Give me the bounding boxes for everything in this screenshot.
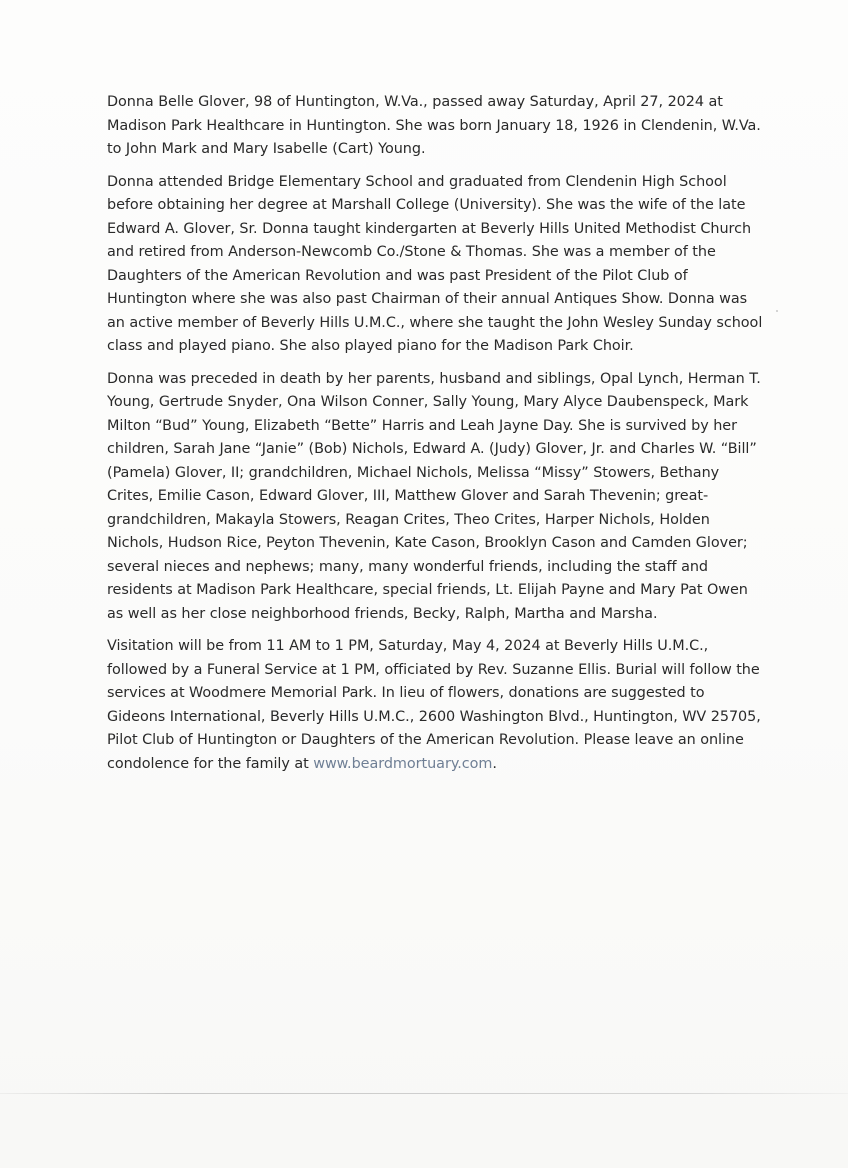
paragraph-biography: Donna Belle Glover, 98 of Huntington, W.Va., passed away Saturday, April 27, 2024 at Madison Park Healthcare in Huntington. She was born January 18, 1926 in Clendenin, W.Va. to John Mark and Mary Isabelle (Cart) Young.	[107, 94, 761, 157]
mortuary-link[interactable]: www.beardmortuary.com	[313, 755, 493, 772]
scan-fold-line	[0, 1093, 848, 1094]
scan-speck	[776, 310, 778, 312]
obituary-text	[107, 91, 767, 785]
paragraph-life: Donna attended Bridge Elementary School and graduated from Clendenin High School before obtaining her degree at Marshall College (University). She was the wife of the late Edward A. Glover, Sr. Donna taught kindergarten at Beverly Hills United Methodist Church and retired from Anderson-Newcomb Co./Stone & Thomas. She was a member of the Daughters of the American Revolution and was past President of the Pilot Club of Huntington where she was also past Chairman of their annual Antiques Show. Donna was an active member of Beverly Hills U.M.C., where she taught the John Wesley Sunday school class and played piano. She also played piano for the Madison Park Choir.	[107, 173, 763, 354]
services-period: .	[492, 755, 497, 772]
services-text: Visitation will be from 11 AM to 1 PM, Saturday, May 4, 2024 at Beverly Hills U.M.C., followed by a Funeral Service at 1 PM, officiated by Rev. Suzanne Ellis. Burial will follow the services at Woodmere Memorial Park. In lieu of flowers, donations are suggested to Gideons International, Beverly Hills U.M.C., 2600 Washington Blvd., Huntington, WV 25705, Pilot Club of Huntington or Daughters of the American Revolution. Please leave an online condolence for the family at	[107, 638, 761, 772]
paragraph-services	[107, 635, 767, 776]
paragraph-family: Donna was preceded in death by her parents, husband and siblings, Opal Lynch, Herman T. Young, Gertrude Snyder, Ona Wilson Conner, Sally Young, Mary Alyce Daubenspeck, Mark Milton “Bud” Young, Elizabeth “Bette” Harris and Leah Jayne Day. She is survived by her children, Sarah Jane “Janie” (Bob) Nichols, Edward A. (Judy) Glover, Jr. and Charles W. “Bill” (Pamela) Glover, II; grandchildren, Michael Nichols, Melissa “Missy” Stowers, Bethany Crites, Emilie Cason, Edward Glover, III, Matthew Glover and Sarah Thevenin; great-grandchildren, Makayla Stowers, Reagan Crites, Theo Crites, Harper Nichols, Holden Nichols, Hudson Rice, Peyton Thevenin, Kate Cason, Brooklyn Cason and Camden Glover; several nieces and nephews; many, many wonderful friends, including the staff and residents at Madison Park Healthcare, special friends, Lt. Elijah Payne and Mary Pat Owen as well as her close neighborhood friends, Becky, Ralph, Martha and Marsha.	[107, 370, 761, 622]
